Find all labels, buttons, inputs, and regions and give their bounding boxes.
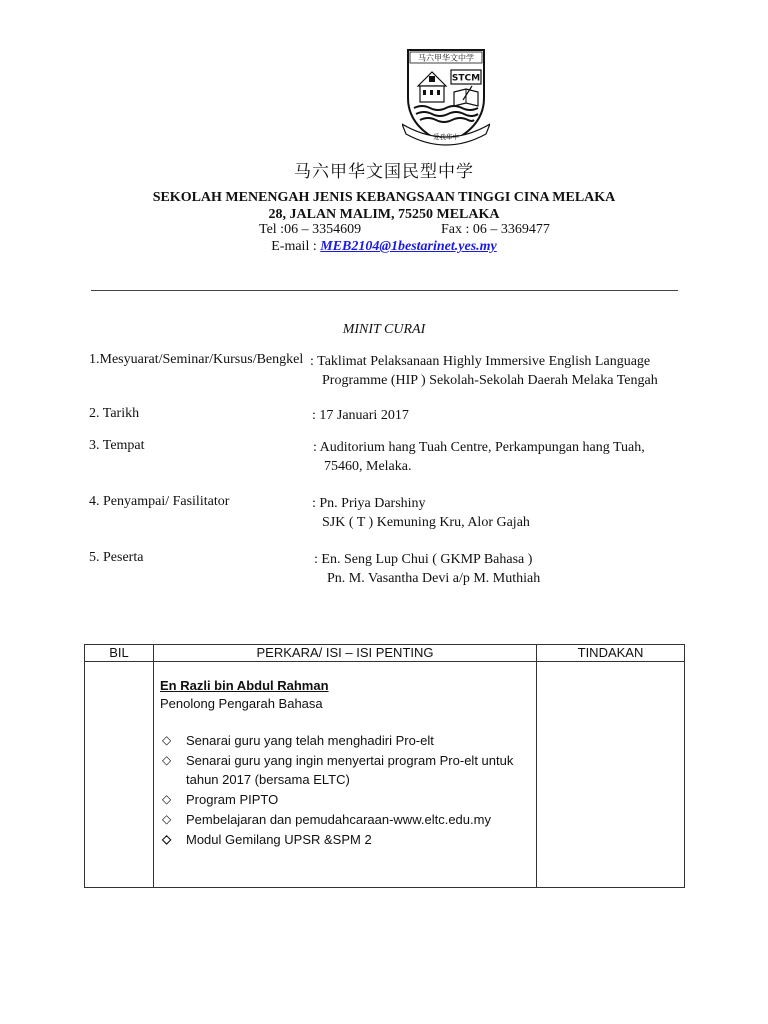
row-label-facilitator: 4. Penyampai/ Fasilitator — [89, 494, 230, 509]
list-item-text: Modul Gemilang UPSR &SPM 2 — [186, 832, 372, 847]
email-link[interactable]: MEB2104@1bestarinet.yes.my — [320, 239, 497, 254]
crest-badge-text: STCM — [451, 73, 481, 84]
list-item-text: Senarai guru yang ingin menyertai program Pro-elt untuk tahun 2017 (bersama ELTC) — [186, 753, 514, 787]
list-item — [160, 731, 530, 750]
row-value-participants-line2: Pn. M. Vasantha Devi a/p M. Muthiah — [327, 571, 541, 586]
cell-bil — [85, 662, 154, 888]
header-bil: BIL — [85, 645, 154, 662]
speaker-name: En Razli bin Abdul Rahman — [160, 678, 329, 693]
row-value-meeting-line2: Programme (HIP ) Sekolah-Sekolah Daerah Melaka Tengah — [322, 373, 658, 388]
cell-perkara — [154, 662, 537, 888]
school-crest-logo — [402, 46, 490, 146]
list-item — [160, 830, 530, 849]
cell-tindakan — [537, 662, 685, 888]
fax-number: Fax : 06 – 3369477 — [441, 222, 550, 237]
email-line — [0, 239, 768, 255]
row-value-participants-line1: : En. Seng Lup Chui ( GKMP Bahasa ) — [314, 552, 533, 567]
row-value-facilitator-line1: : Pn. Priya Darshiny — [312, 496, 426, 511]
school-chinese-name: 马六甲华文国民型中学 — [294, 162, 474, 182]
row-label-meeting: 1.Mesyuarat/Seminar/Kursus/Bengkel — [89, 352, 304, 367]
list-item-text: Program PIPTO — [186, 792, 279, 807]
row-label-participants: 5. Peserta — [89, 550, 144, 565]
row-value-venue-line1: : Auditorium hang Tuah Centre, Perkampungan hang Tuah, — [313, 440, 645, 455]
header-perkara: PERKARA/ ISI – ISI PENTING — [154, 645, 537, 662]
list-item-text: Pembelajaran dan pemudahcaraan-www.eltc.edu.my — [186, 812, 491, 827]
agenda-list — [160, 731, 530, 849]
school-address: 28, JALAN MALIM, 75250 MELAKA — [268, 207, 500, 222]
row-value-meeting-line1: : Taklimat Pelaksanaan Highly Immersive English Language — [310, 354, 651, 369]
diamond-outline-icon: ◇ — [162, 812, 172, 826]
diamond-outline-icon: ◇ — [162, 753, 172, 767]
row-label-date: 2. Tarikh — [89, 406, 140, 421]
school-name: SEKOLAH MENENGAH JENIS KEBANGSAAN TINGGI CINA MELAKA — [152, 190, 616, 205]
row-value-date: : 17 Januari 2017 — [312, 408, 409, 423]
diamond-outline-icon: ◇ — [162, 832, 172, 846]
list-item — [160, 790, 530, 809]
list-item — [160, 751, 530, 789]
header-tindakan: TINDAKAN — [537, 645, 685, 662]
minutes-table — [84, 644, 685, 888]
diamond-outline-icon: ◇ — [162, 733, 172, 747]
row-value-facilitator-line2: SJK ( T ) Kemuning Kru, Alor Gajah — [322, 515, 530, 530]
table-header-row — [85, 645, 685, 662]
telephone-number: Tel :06 – 3354609 — [259, 222, 362, 237]
list-item-text: Senarai guru yang telah menghadiri Pro-elt — [186, 733, 434, 748]
diamond-outline-icon: ◇ — [162, 792, 172, 806]
crest-top-text: 马六甲华文中学 — [418, 53, 474, 63]
list-item — [160, 810, 530, 829]
row-value-venue-line2: 75460, Melaka. — [324, 459, 412, 474]
email-label: E-mail : — [271, 239, 321, 254]
table-row — [85, 662, 685, 888]
document-title: MINIT CURAI — [342, 322, 426, 337]
row-label-venue: 3. Tempat — [89, 438, 145, 453]
speaker-role: Penolong Pengarah Bahasa — [160, 696, 323, 711]
header-divider — [91, 290, 678, 291]
crest-motto-text: 爱我华中 — [433, 133, 459, 141]
